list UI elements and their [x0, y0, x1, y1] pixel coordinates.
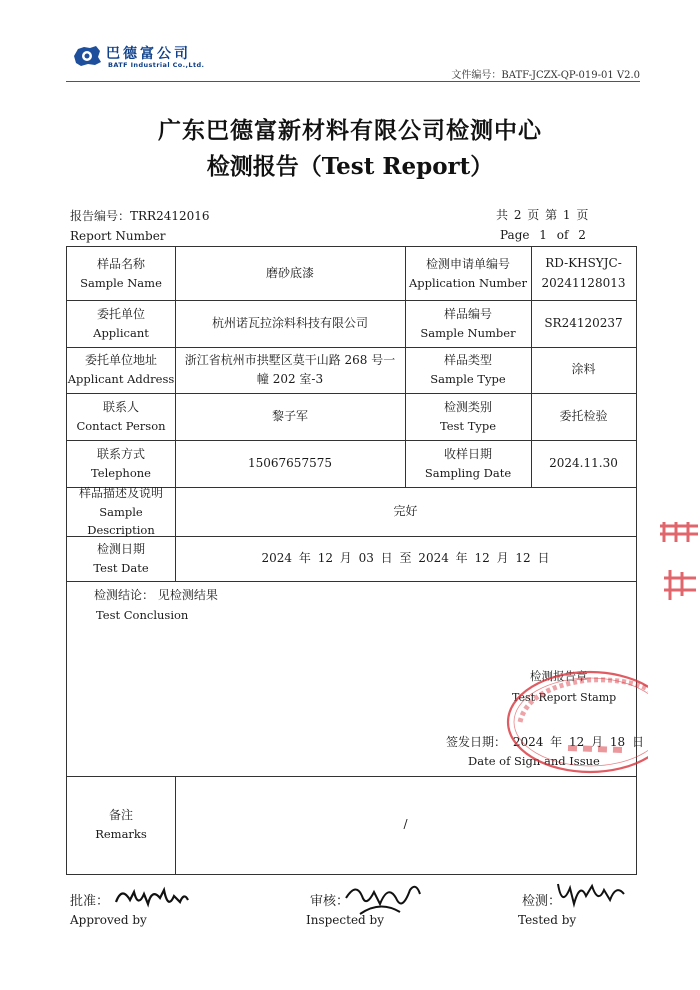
row-divider — [67, 581, 636, 582]
sample-number-value: SR24120237 — [544, 315, 623, 330]
sampling-date-value: 2024.11.30 — [549, 455, 618, 470]
sample-description-label: 样品描述及说明 Sample Description — [78, 485, 163, 538]
report-stamp-label-en: Test Report Stamp — [512, 691, 617, 704]
test-conclusion-en: Test Conclusion — [96, 608, 189, 622]
contact-person-label: 联系人 Contact Person — [76, 399, 166, 433]
sample-name-value: 磨砂底漆 — [265, 265, 314, 280]
gear-logo-icon — [70, 44, 104, 68]
applicant-address-value: 浙江省杭州市拱墅区莫干山路 268 号一 幢 202 室-3 — [184, 352, 396, 386]
document-title: 广东巴德富新材料有限公司检测中心 — [158, 117, 542, 144]
edge-seal-icon — [652, 512, 700, 612]
test-type-value: 委托检验 — [559, 408, 608, 423]
header-divider — [66, 81, 640, 82]
inspected-by-label: 审核： — [310, 894, 350, 909]
applicant-label: 委托单位 Applicant — [93, 306, 149, 340]
tested-by-label: 检测： — [522, 894, 562, 909]
red-seal-stamp-icon — [498, 666, 648, 776]
issue-date-en: Date of Sign and Issue — [468, 754, 600, 768]
file-number: 文件编号：BATF-JCZX-QP-019-01 V2.0 — [451, 70, 640, 81]
application-number-value: RD-KHSYJC- 20241128013 — [541, 256, 626, 290]
approved-by-label-en: Approved by — [70, 913, 147, 927]
application-number-label: 检测申请单编号 Application Number — [408, 256, 527, 290]
document-subtitle: 检测报告（Test Report） — [206, 153, 494, 180]
approver-signature-icon — [112, 880, 192, 914]
remarks-label: 备注 Remarks — [95, 808, 147, 842]
sample-description-value: 完好 — [393, 503, 418, 518]
logo-text-en: BATF Industrial Co.,Ltd. — [108, 61, 205, 69]
telephone-label: 联系方式 Telephone — [91, 446, 151, 480]
inspected-by-label-en: Inspected by — [306, 913, 385, 927]
company-logo — [70, 42, 230, 74]
contact-person-value: 黎子军 — [271, 408, 308, 423]
report-number: 报告编号：TRR2412016 — [70, 209, 210, 223]
logo-text-cn: 巴德富公司 — [106, 46, 191, 62]
report-stamp-label: 检测报告章 — [530, 669, 588, 683]
approved-by-label: 批准： — [70, 894, 110, 909]
test-conclusion: 检测结论： 见检测结果 — [94, 588, 218, 602]
telephone-value: 15067657575 — [248, 455, 332, 470]
sample-type-value: 涂料 — [571, 362, 596, 377]
sample-type-label: 样品类型 Sample Type — [430, 353, 506, 387]
tester-signature-icon — [554, 874, 630, 916]
report-number-en: Report Number — [70, 229, 166, 243]
sample-name-label: 样品名称 Sample Name — [80, 256, 162, 290]
applicant-value: 杭州诺瓦拉涂料科技有限公司 — [211, 315, 368, 330]
report-table — [66, 246, 637, 875]
page-count-cn: 共 2 页 第 1 页 — [496, 208, 589, 222]
page-count-en: Page 1 of 2 — [500, 228, 586, 242]
applicant-address-label: 委托单位地址 Applicant Address — [67, 353, 175, 387]
sampling-date-label: 收样日期 Sampling Date — [424, 446, 512, 480]
test-date-value: 2024 年 12 月 03 日 至 2024 年 12 月 12 日 — [261, 550, 550, 565]
issue-date: 签发日期： 2024 年 12 月 18 日 — [446, 735, 644, 749]
remarks-value: / — [403, 817, 408, 832]
test-type-label: 检测类别 Test Type — [439, 399, 497, 433]
tested-by-label-en: Tested by — [518, 913, 577, 927]
test-date-label: 检测日期 Test Date — [93, 541, 149, 575]
sample-number-label: 样品编号 Sample Number — [420, 306, 516, 340]
inspector-signature-icon — [340, 878, 424, 920]
